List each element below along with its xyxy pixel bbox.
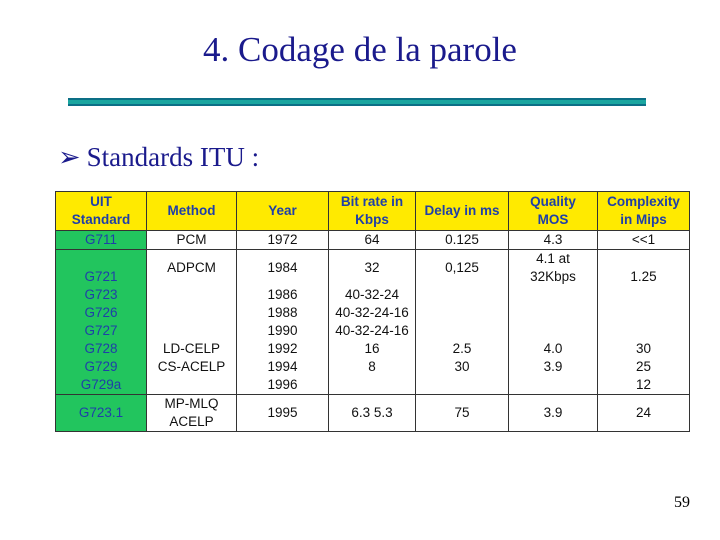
year-cell: 1995 <box>237 395 329 432</box>
delay-cell <box>416 286 509 340</box>
header-cell: Complexity in Mips <box>598 192 690 231</box>
header-row <box>56 192 690 231</box>
page-number: 59 <box>674 494 690 511</box>
header-cell: Bit rate in Kbps <box>329 192 416 231</box>
standard-cell: G711 <box>56 231 147 250</box>
year-cell: 1986 1988 1990 <box>237 286 329 340</box>
standard-cell: G723 G726 G727 <box>56 286 147 340</box>
year-cell: 1972 <box>237 231 329 250</box>
header-cell: Method <box>147 192 237 231</box>
bitrate-cell: 40-32-24 40-32-24-16 40-32-24-16 <box>329 286 416 340</box>
complexity-cell: 30 25 12 <box>598 340 690 395</box>
table-row <box>56 231 690 250</box>
header-cell: UIT Standard <box>56 192 147 231</box>
standard-cell: G728 G729 G729a <box>56 340 147 395</box>
complexity-cell: 1.25 <box>598 250 690 287</box>
method-cell: MP-MLQ ACELP <box>147 395 237 432</box>
complexity-cell: 24 <box>598 395 690 432</box>
year-cell: 1992 1994 1996 <box>237 340 329 395</box>
header-cell: Delay in ms <box>416 192 509 231</box>
mos-cell <box>509 286 598 340</box>
method-cell: LD-CELP CS-ACELP <box>147 340 237 395</box>
table-row <box>56 340 690 395</box>
standard-cell: G723.1 <box>56 395 147 432</box>
table-row <box>56 250 690 287</box>
slide-title: 4. Codage de la parole <box>203 30 517 69</box>
mos-cell: 4.0 3.9 <box>509 340 598 395</box>
method-cell: PCM <box>147 231 237 250</box>
method-cell: ADPCM <box>147 250 237 287</box>
table-row <box>56 286 690 340</box>
delay-cell: 0,125 <box>416 250 509 287</box>
mos-cell: 4.3 <box>509 231 598 250</box>
delay-cell: 75 <box>416 395 509 432</box>
delay-cell: 2.5 30 <box>416 340 509 395</box>
header-cell: Year <box>237 192 329 231</box>
delay-cell: 0.125 <box>416 231 509 250</box>
arrow-bullet-icon: ➢ <box>58 142 81 172</box>
year-cell: 1984 <box>237 250 329 287</box>
complexity-cell: <<1 <box>598 231 690 250</box>
bitrate-cell: 6.3 5.3 <box>329 395 416 432</box>
bullet-text: Standards ITU : <box>86 142 260 172</box>
bitrate-cell: 64 <box>329 231 416 250</box>
bitrate-cell: 16 8 <box>329 340 416 395</box>
title-underline <box>68 98 646 106</box>
complexity-cell <box>598 286 690 340</box>
mos-cell: 3.9 <box>509 395 598 432</box>
mos-cell: 4.1 at 32Kbps <box>509 250 598 287</box>
bullet-line <box>58 142 259 173</box>
standard-cell: G721 <box>56 250 147 287</box>
header-cell: Quality MOS <box>509 192 598 231</box>
method-cell <box>147 286 237 340</box>
itu-standards-table <box>55 191 690 432</box>
bitrate-cell: 32 <box>329 250 416 287</box>
table-row <box>56 395 690 432</box>
